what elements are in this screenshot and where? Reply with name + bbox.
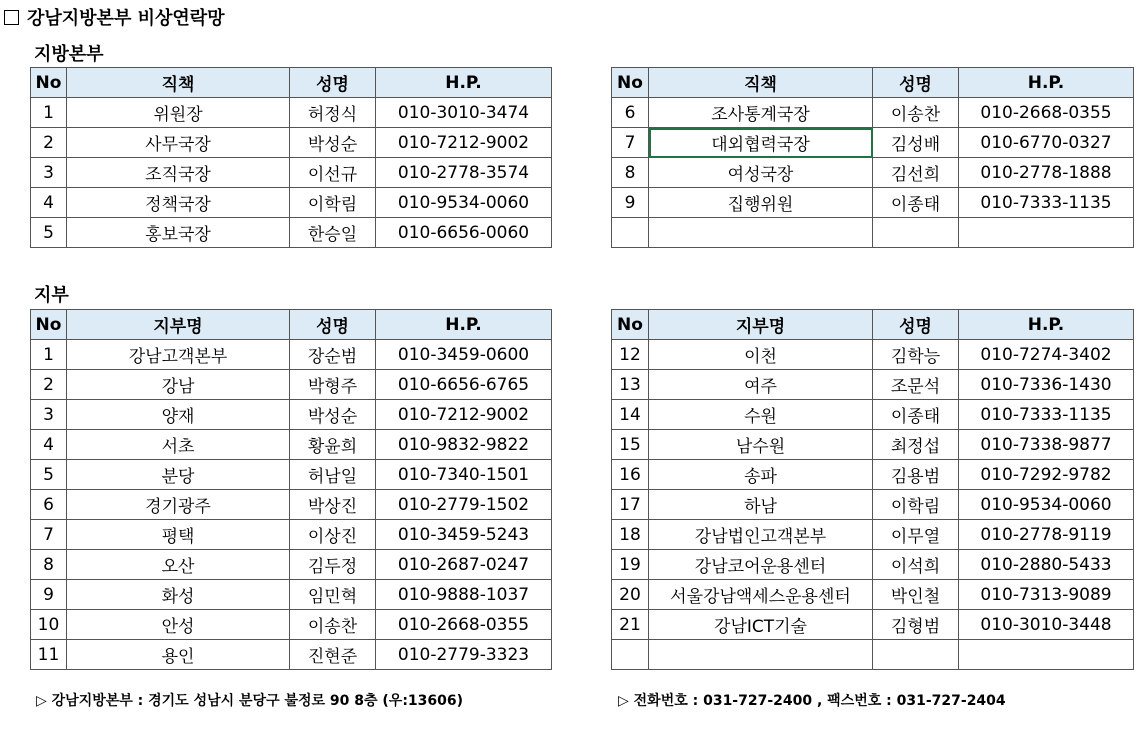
table-row <box>612 430 1134 460</box>
cell-no[interactable]: 17 <box>612 490 649 520</box>
header-name[interactable]: 성명 <box>290 310 376 340</box>
table-row <box>612 520 1134 550</box>
cell-phone[interactable]: 010-7338-9877 <box>959 430 1134 460</box>
cell-label[interactable]: 강남 <box>67 370 290 400</box>
cell-label[interactable] <box>649 218 873 248</box>
table-row <box>612 128 1134 158</box>
table-row <box>31 550 552 580</box>
cell-name[interactable]: 최정섭 <box>873 430 959 460</box>
cell-name[interactable]: 박성순 <box>290 400 376 430</box>
cell-phone[interactable]: 010-3459-5243 <box>376 520 552 550</box>
table-row <box>612 98 1134 128</box>
cell-phone[interactable]: 010-7336-1430 <box>959 370 1134 400</box>
cell-phone[interactable]: 010-6656-0060 <box>376 218 552 248</box>
cell-phone[interactable]: 010-7313-9089 <box>959 580 1134 610</box>
header-no[interactable]: No <box>31 310 67 340</box>
page-title-text: 강남지방본부 비상연락망 <box>27 8 225 29</box>
header-branch_name[interactable]: 지부명 <box>67 310 290 340</box>
table-header-row <box>31 310 552 340</box>
cell-no[interactable]: 2 <box>31 128 67 158</box>
cell-phone[interactable]: 010-9832-9822 <box>376 430 552 460</box>
cell-no[interactable] <box>612 218 649 248</box>
cell-phone[interactable]: 010-2779-1502 <box>376 490 552 520</box>
table-row <box>31 580 552 610</box>
cell-label[interactable]: 집행위원 <box>649 188 873 218</box>
page-title <box>4 4 225 30</box>
cell-label[interactable]: 여주 <box>649 370 873 400</box>
cell-no[interactable]: 11 <box>31 640 67 670</box>
cell-phone[interactable]: 010-3459-0600 <box>376 340 552 370</box>
table-row <box>612 460 1134 490</box>
cell-name[interactable]: 김두정 <box>290 550 376 580</box>
table-row <box>31 98 552 128</box>
cell-name[interactable]: 박성순 <box>290 128 376 158</box>
cell-label[interactable]: 사무국장 <box>67 128 290 158</box>
branch-table-right <box>611 309 1134 670</box>
table-row <box>31 640 552 670</box>
header-no[interactable]: No <box>612 310 649 340</box>
footer-address: ▷ 강남지방본부 : 경기도 성남시 분당구 불정로 90 8층 (우:13606) <box>36 693 464 709</box>
cell-no[interactable]: 8 <box>612 158 649 188</box>
cell-phone[interactable]: 010-9888-1037 <box>376 580 552 610</box>
header-position[interactable]: 직책 <box>67 68 290 98</box>
cell-phone[interactable]: 010-2668-0355 <box>376 610 552 640</box>
section-title-branch: 지부 <box>34 285 69 306</box>
header-position[interactable]: 직책 <box>649 68 873 98</box>
cell-label[interactable] <box>649 640 873 670</box>
cell-label[interactable]: 강남법인고객본부 <box>649 520 873 550</box>
cell-no[interactable]: 16 <box>612 460 649 490</box>
cell-name[interactable]: 허정식 <box>290 98 376 128</box>
cell-name[interactable]: 임민혁 <box>290 580 376 610</box>
cell-label[interactable]: 정책국장 <box>67 188 290 218</box>
cell-phone[interactable]: 010-2778-3574 <box>376 158 552 188</box>
cell-name[interactable]: 박인철 <box>873 580 959 610</box>
cell-phone[interactable]: 010-7212-9002 <box>376 128 552 158</box>
header-hp[interactable]: H.P. <box>959 310 1134 340</box>
table-row <box>612 400 1134 430</box>
cell-no[interactable]: 9 <box>31 580 67 610</box>
table-row <box>31 128 552 158</box>
cell-label[interactable]: 수원 <box>649 400 873 430</box>
table-row <box>612 580 1134 610</box>
cell-label[interactable]: 하남 <box>649 490 873 520</box>
cell-label[interactable]: 강남고객본부 <box>67 340 290 370</box>
cell-no[interactable]: 8 <box>31 550 67 580</box>
cell-phone[interactable]: 010-2778-1888 <box>959 158 1134 188</box>
cell-label[interactable]: 강남코어운용센터 <box>649 550 873 580</box>
cell-no[interactable]: 19 <box>612 550 649 580</box>
cell-phone[interactable]: 010-2687-0247 <box>376 550 552 580</box>
cell-no[interactable]: 6 <box>31 490 67 520</box>
table-row <box>612 490 1134 520</box>
header-branch_name[interactable]: 지부명 <box>649 310 873 340</box>
cell-no[interactable]: 5 <box>31 460 67 490</box>
table-row <box>31 188 552 218</box>
cell-no[interactable]: 20 <box>612 580 649 610</box>
table-header-row <box>31 68 552 98</box>
cell-no[interactable]: 14 <box>612 400 649 430</box>
cell-name[interactable]: 이무열 <box>873 520 959 550</box>
cell-no[interactable]: 2 <box>31 370 67 400</box>
header-hp[interactable]: H.P. <box>376 68 552 98</box>
cell-phone[interactable]: 010-6656-6765 <box>376 370 552 400</box>
cell-label[interactable]: 홍보국장 <box>67 218 290 248</box>
cell-no[interactable]: 15 <box>612 430 649 460</box>
cell-label[interactable]: 경기광주 <box>67 490 290 520</box>
table-header-row <box>612 68 1134 98</box>
cell-phone[interactable]: 010-9534-0060 <box>959 490 1134 520</box>
cell-label[interactable]: 대외협력국장 <box>649 128 873 158</box>
header-name[interactable]: 성명 <box>290 68 376 98</box>
cell-label[interactable]: 서초 <box>67 430 290 460</box>
cell-no[interactable]: 1 <box>31 98 67 128</box>
cell-no[interactable]: 12 <box>612 340 649 370</box>
cell-name[interactable]: 이송찬 <box>873 98 959 128</box>
cell-phone[interactable]: 010-7212-9002 <box>376 400 552 430</box>
cell-label[interactable]: 서울강남액세스운용센터 <box>649 580 873 610</box>
table-row <box>31 490 552 520</box>
table-row <box>31 460 552 490</box>
cell-phone[interactable]: 010-2779-3323 <box>376 640 552 670</box>
cell-name[interactable]: 김형범 <box>873 610 959 640</box>
table-row <box>612 188 1134 218</box>
cell-phone[interactable]: 010-2880-5433 <box>959 550 1134 580</box>
header-hp[interactable]: H.P. <box>959 68 1134 98</box>
cell-label[interactable]: 위원장 <box>67 98 290 128</box>
cell-no[interactable] <box>612 640 649 670</box>
cell-name[interactable]: 진현준 <box>290 640 376 670</box>
cell-name[interactable]: 이학림 <box>873 490 959 520</box>
cell-no[interactable]: 4 <box>31 188 67 218</box>
cell-name[interactable]: 한승일 <box>290 218 376 248</box>
table-row <box>31 430 552 460</box>
cell-phone[interactable]: 010-7333-1135 <box>959 188 1134 218</box>
cell-name[interactable]: 김학능 <box>873 340 959 370</box>
table-row <box>612 370 1134 400</box>
cell-label[interactable]: 여성국장 <box>649 158 873 188</box>
cell-phone[interactable]: 010-2778-9119 <box>959 520 1134 550</box>
cell-label[interactable]: 이천 <box>649 340 873 370</box>
table-row <box>31 520 552 550</box>
table-row <box>31 400 552 430</box>
cell-no[interactable]: 10 <box>31 610 67 640</box>
table-row <box>612 218 1134 248</box>
cell-phone[interactable]: 010-7292-9782 <box>959 460 1134 490</box>
cell-no[interactable]: 7 <box>612 128 649 158</box>
cell-name[interactable]: 박상진 <box>290 490 376 520</box>
header-hp[interactable]: H.P. <box>376 310 552 340</box>
cell-phone[interactable]: 010-7340-1501 <box>376 460 552 490</box>
cell-label[interactable]: 남수원 <box>649 430 873 460</box>
cell-name[interactable]: 허남일 <box>290 460 376 490</box>
cell-name[interactable] <box>873 218 959 248</box>
checkbox-square-icon <box>4 10 19 25</box>
cell-no[interactable]: 3 <box>31 400 67 430</box>
table-row <box>31 218 552 248</box>
cell-no[interactable]: 5 <box>31 218 67 248</box>
cell-name[interactable]: 이석희 <box>873 550 959 580</box>
cell-no[interactable]: 6 <box>612 98 649 128</box>
header-no[interactable]: No <box>31 68 67 98</box>
branch-table-left <box>30 309 552 670</box>
header-no[interactable]: No <box>612 68 649 98</box>
cell-label[interactable]: 용인 <box>67 640 290 670</box>
table-row <box>612 640 1134 670</box>
cell-label[interactable]: 안성 <box>67 610 290 640</box>
header-name[interactable]: 성명 <box>873 310 959 340</box>
cell-phone[interactable]: 010-2668-0355 <box>959 98 1134 128</box>
cell-label[interactable]: 오산 <box>67 550 290 580</box>
cell-name[interactable]: 장순범 <box>290 340 376 370</box>
cell-no[interactable]: 13 <box>612 370 649 400</box>
table-row <box>612 550 1134 580</box>
table-row <box>612 158 1134 188</box>
cell-phone[interactable]: 010-7333-1135 <box>959 400 1134 430</box>
cell-label[interactable]: 송파 <box>649 460 873 490</box>
cell-no[interactable]: 9 <box>612 188 649 218</box>
cell-name[interactable]: 황윤희 <box>290 430 376 460</box>
cell-name[interactable]: 김용범 <box>873 460 959 490</box>
cell-phone[interactable]: 010-3010-3448 <box>959 610 1134 640</box>
table-row <box>612 340 1134 370</box>
cell-label[interactable]: 분당 <box>67 460 290 490</box>
cell-name[interactable]: 이종태 <box>873 188 959 218</box>
cell-name[interactable]: 조문석 <box>873 370 959 400</box>
cell-no[interactable]: 18 <box>612 520 649 550</box>
cell-no[interactable]: 1 <box>31 340 67 370</box>
cell-label[interactable]: 화성 <box>67 580 290 610</box>
cell-name[interactable] <box>873 640 959 670</box>
cell-phone[interactable]: 010-6770-0327 <box>959 128 1134 158</box>
cell-label[interactable]: 양재 <box>67 400 290 430</box>
cell-name[interactable]: 이선규 <box>290 158 376 188</box>
cell-name[interactable]: 이학림 <box>290 188 376 218</box>
cell-phone[interactable] <box>959 640 1134 670</box>
cell-name[interactable]: 이종태 <box>873 400 959 430</box>
footer-phone: ▷ 전화번호 : 031-727-2400 , 팩스번호 : 031-727-2404 <box>618 693 1006 709</box>
table-row <box>31 340 552 370</box>
cell-phone[interactable]: 010-7274-3402 <box>959 340 1134 370</box>
cell-no[interactable]: 7 <box>31 520 67 550</box>
table-header-row <box>612 310 1134 340</box>
table-row <box>31 610 552 640</box>
cell-label[interactable]: 강남ICT기술 <box>649 610 873 640</box>
cell-name[interactable]: 김성배 <box>873 128 959 158</box>
cell-name[interactable]: 이상진 <box>290 520 376 550</box>
cell-name[interactable]: 이송찬 <box>290 610 376 640</box>
cell-phone[interactable]: 010-9534-0060 <box>376 188 552 218</box>
table-row <box>31 370 552 400</box>
cell-phone[interactable]: 010-3010-3474 <box>376 98 552 128</box>
cell-label[interactable]: 조사통계국장 <box>649 98 873 128</box>
cell-no[interactable]: 3 <box>31 158 67 188</box>
cell-no[interactable]: 4 <box>31 430 67 460</box>
table-row <box>31 158 552 188</box>
cell-label[interactable]: 평택 <box>67 520 290 550</box>
cell-phone[interactable] <box>959 218 1134 248</box>
cell-no[interactable]: 21 <box>612 610 649 640</box>
cell-name[interactable]: 김선희 <box>873 158 959 188</box>
header-name[interactable]: 성명 <box>873 68 959 98</box>
cell-name[interactable]: 박형주 <box>290 370 376 400</box>
section-title-hq: 지방본부 <box>34 44 104 65</box>
hq-table-left <box>30 67 552 248</box>
cell-label[interactable]: 조직국장 <box>67 158 290 188</box>
table-row <box>612 610 1134 640</box>
hq-table-right <box>611 67 1134 248</box>
